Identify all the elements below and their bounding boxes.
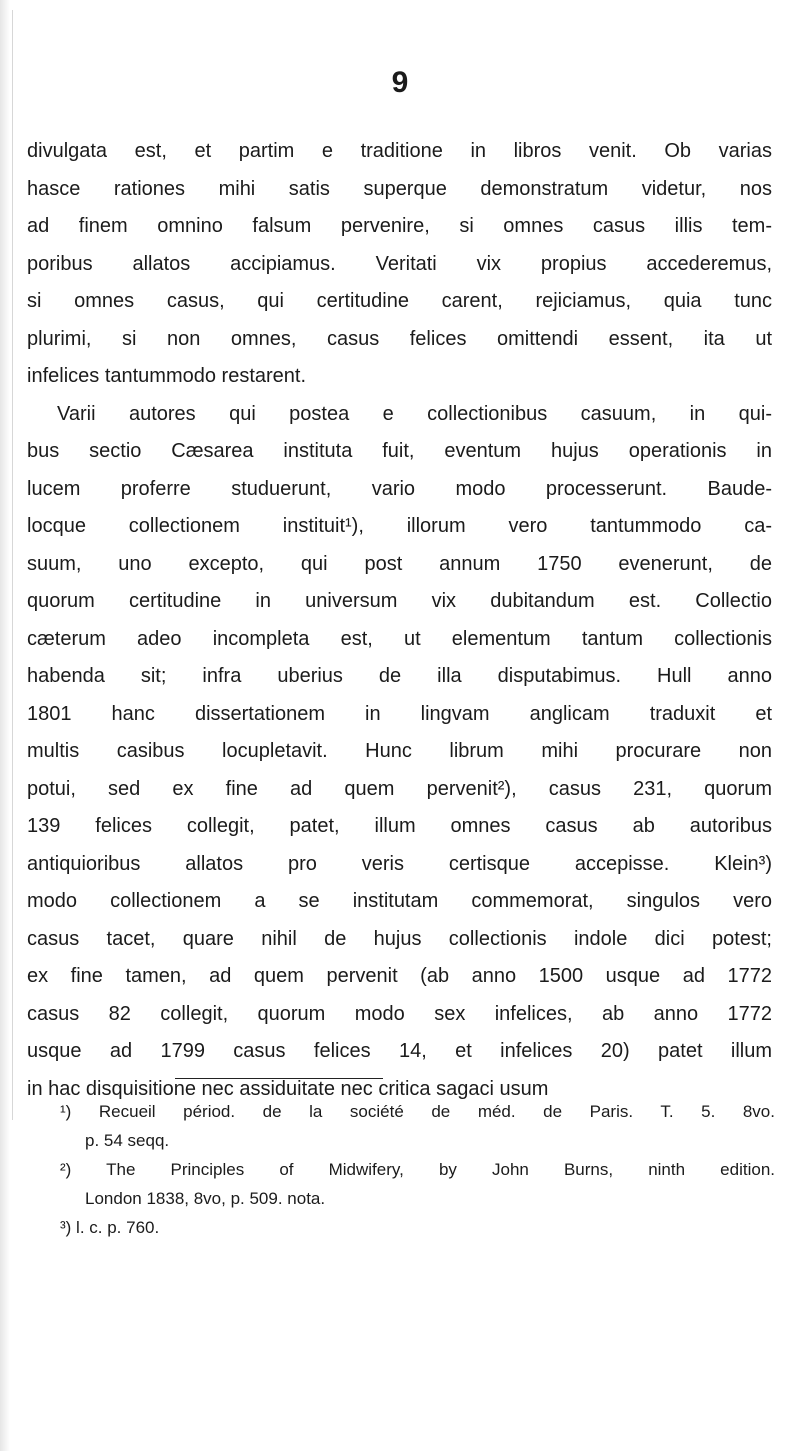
body-line: potui, sed ex fine ad quem pervenit²), casus 231, quorum	[27, 777, 772, 800]
body-line: habenda sit; infra uberius de illa disputabimus. Hull anno	[27, 665, 772, 687]
body-line: locque collectionem instituit¹), illorum vero tantummodo ca-	[27, 515, 772, 537]
body-line: plurimi, si non omnes, casus felices omittendi essent, ita ut	[27, 327, 772, 350]
body-line: divulgata est, et partim e traditione in libros venit. Ob varias	[27, 140, 772, 162]
body-line: lucem proferre studuerunt, vario modo processerunt. Baude-	[27, 477, 772, 500]
page-number: 9	[391, 66, 409, 99]
scan-edge	[0, 0, 10, 1451]
binding-line	[12, 10, 13, 1120]
body-line: cæterum adeo incompleta est, ut elementum tantum collectionis	[27, 627, 772, 650]
footnote-1-continued: p. 54 seqq.	[85, 1131, 170, 1150]
body-line: usque ad 1799 casus felices 14, et infelices 20) patet illum	[27, 1040, 772, 1062]
body-line: multis casibus locupletavit. Hunc librum mihi procurare non	[27, 740, 772, 762]
body-line: 1801 hanc dissertationem in lingvam anglicam traduxit et	[27, 702, 772, 725]
body-text	[27, 133, 772, 1108]
body-line: poribus allatos accipiamus. Veritati vix propius accederemus,	[27, 252, 772, 275]
body-line: Varii autores qui postea e collectionibus casuum, in qui-	[57, 402, 772, 425]
body-line: casus tacet, quare nihil de hujus collectionis indole dici potest;	[27, 927, 772, 950]
body-line: bus sectio Cæsarea instituta fuit, eventum hujus operationis in	[27, 440, 772, 462]
body-line: in hac disquisitione nec assiduitate nec critica sagaci usum	[27, 1077, 549, 1100]
footnote-2-continued: London 1838, 8vo, p. 509. nota.	[85, 1189, 326, 1208]
body-line: casus 82 collegit, quorum modo sex infelices, ab anno 1772	[27, 1002, 772, 1025]
body-line: antiquioribus allatos pro veris certisque accepisse. Klein³)	[27, 852, 772, 875]
body-line: 139 felices collegit, patet, illum omnes casus ab autoribus	[27, 815, 772, 837]
footnote-3: ³) l. c. p. 760.	[60, 1218, 160, 1237]
footnote-2: ²) The Principles of Midwifery, by John Burns, ninth edition.	[60, 1160, 775, 1179]
body-line: si omnes casus, qui certitudine carent, rejiciamus, quia tunc	[27, 290, 772, 312]
body-line: quorum certitudine in universum vix dubitandum est. Collectio	[27, 590, 772, 612]
body-line: ad finem omnino falsum pervenire, si omnes casus illis tem-	[27, 215, 772, 237]
body-line: hasce rationes mihi satis superque demonstratum videtur, nos	[27, 177, 772, 200]
body-line: infelices tantummodo restarent.	[27, 365, 307, 387]
body-line: ex fine tamen, ad quem pervenit (ab anno 1500 usque ad 1772	[27, 965, 772, 987]
footnotes	[60, 1097, 775, 1242]
body-line: modo collectionem a se institutam commemorat, singulos vero	[27, 890, 772, 912]
footnote-1: ¹) Recueil périod. de la société de méd. de Paris. T. 5. 8vo.	[60, 1102, 775, 1121]
footnote-divider	[175, 1078, 383, 1079]
body-line: suum, uno excepto, qui post annum 1750 evenerunt, de	[27, 552, 772, 575]
